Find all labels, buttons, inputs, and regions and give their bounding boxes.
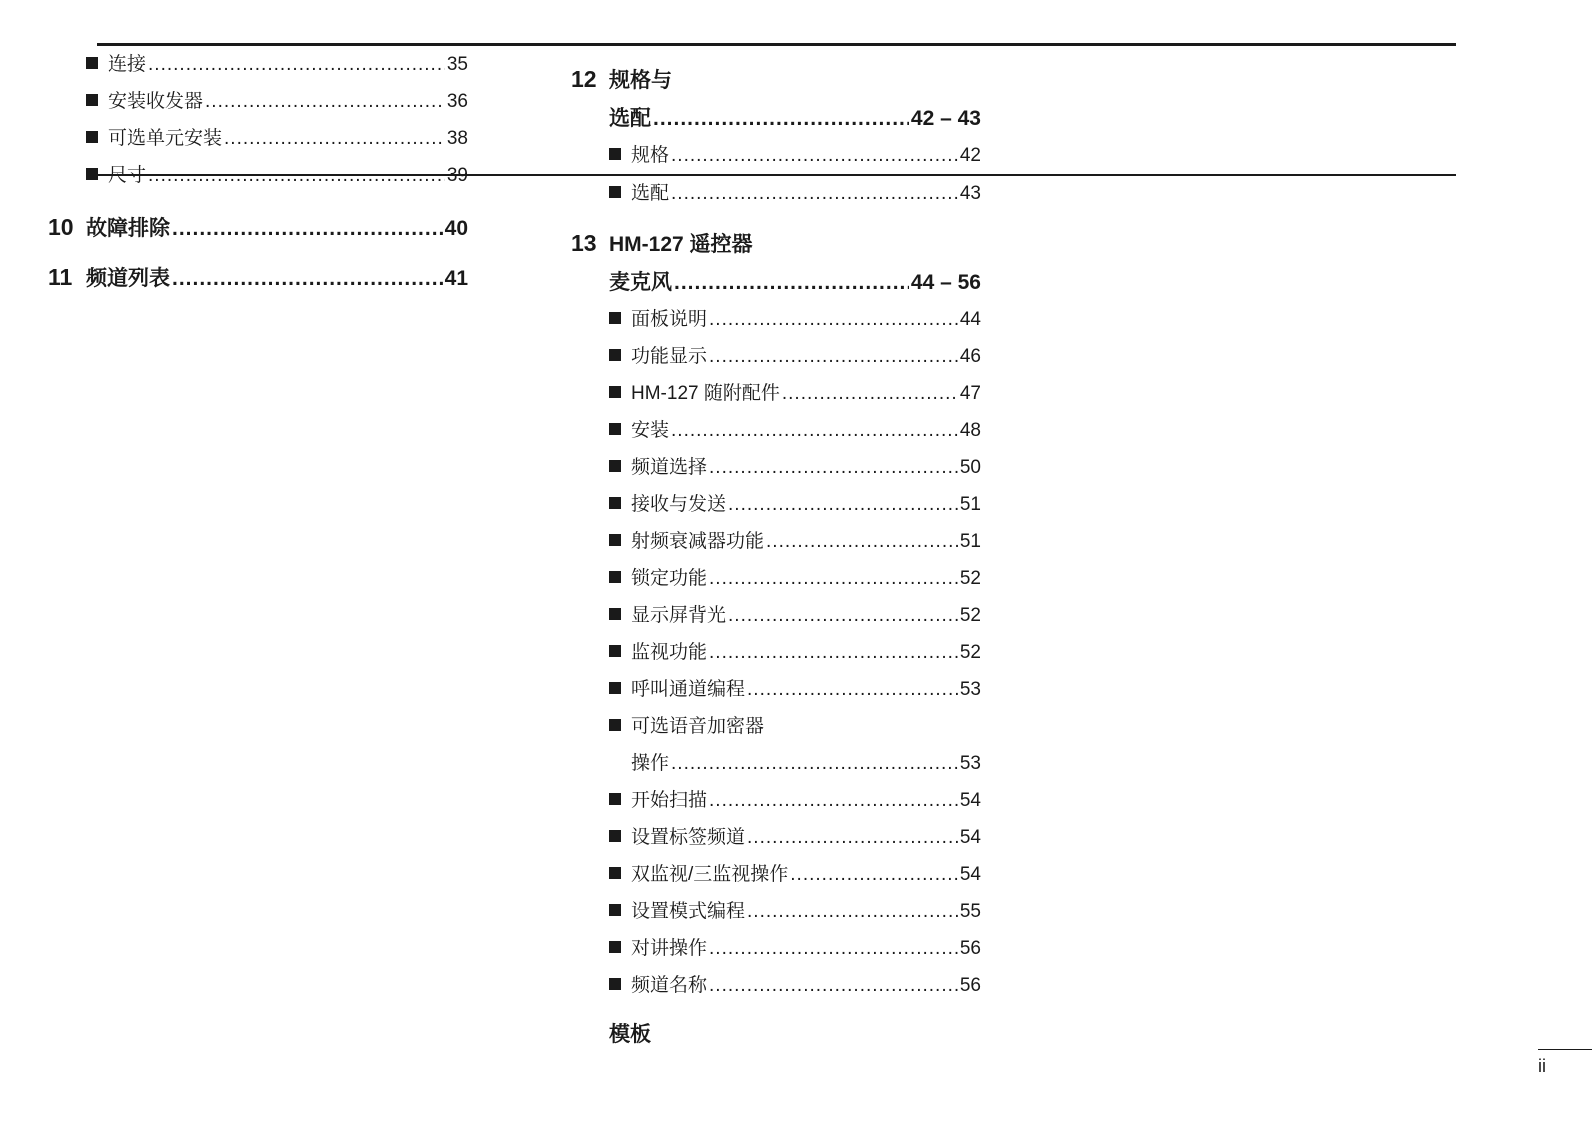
toc-entry[interactable] bbox=[609, 143, 981, 169]
dot-leader bbox=[671, 143, 958, 169]
toc-entry-title: 开始扫描 bbox=[631, 790, 708, 811]
dot-leader bbox=[224, 126, 445, 152]
toc-entry-page: 39 bbox=[446, 165, 468, 186]
toc-entry-page: 44 bbox=[959, 309, 981, 330]
bullet-icon bbox=[609, 186, 621, 198]
toc-entry[interactable] bbox=[609, 344, 981, 370]
dot-leader bbox=[747, 677, 958, 703]
template-title: 模板 bbox=[609, 1023, 651, 1046]
dot-leader bbox=[709, 307, 958, 333]
dot-leader bbox=[766, 529, 958, 555]
chapter-title: 麦克风 bbox=[609, 271, 672, 294]
toc-template-heading[interactable] bbox=[609, 1022, 651, 1048]
toc-entry[interactable] bbox=[86, 163, 468, 189]
dot-leader bbox=[747, 825, 958, 851]
chapter-page-range: 44 – 56 bbox=[910, 271, 981, 294]
bullet-icon bbox=[86, 168, 98, 180]
dot-leader bbox=[674, 270, 909, 296]
dot-leader bbox=[653, 106, 909, 132]
toc-entry[interactable] bbox=[609, 899, 981, 925]
bullet-icon bbox=[609, 830, 621, 842]
chapter-number: 10 bbox=[48, 214, 74, 240]
bullet-icon bbox=[609, 645, 621, 657]
toc-entry-title: 频道选择 bbox=[631, 457, 708, 478]
dot-leader bbox=[671, 181, 958, 207]
chapter-number: 13 bbox=[571, 230, 597, 256]
dot-leader bbox=[709, 640, 958, 666]
toc-entry-page: 52 bbox=[959, 605, 981, 626]
toc-entry[interactable] bbox=[609, 714, 981, 740]
toc-entry-title: 可选单元安装 bbox=[108, 128, 223, 149]
bullet-icon bbox=[609, 941, 621, 953]
dot-leader bbox=[205, 89, 445, 115]
toc-entry[interactable] bbox=[86, 89, 468, 115]
toc-entry[interactable] bbox=[609, 862, 981, 888]
dot-leader bbox=[728, 603, 958, 629]
toc-entry-title: 对讲操作 bbox=[631, 938, 708, 959]
chapter-number: 12 bbox=[571, 66, 597, 92]
bullet-icon bbox=[86, 94, 98, 106]
toc-entry-title: 频道名称 bbox=[631, 975, 708, 996]
dot-leader bbox=[728, 492, 958, 518]
chapter-page: 41 bbox=[444, 267, 468, 290]
chapter-title: 选配 bbox=[609, 107, 651, 130]
dot-leader bbox=[148, 52, 445, 78]
bullet-icon bbox=[609, 349, 621, 361]
toc-entry-title: HM-127 随附配件 bbox=[631, 383, 780, 404]
bullet-icon bbox=[609, 867, 621, 879]
toc-entry[interactable] bbox=[609, 751, 981, 777]
toc-entry-page: 55 bbox=[959, 901, 981, 922]
toc-entry-title: 监视功能 bbox=[631, 642, 708, 663]
chapter-title: 故障排除 bbox=[86, 217, 170, 240]
toc-entry-page: 53 bbox=[959, 753, 981, 774]
bullet-icon bbox=[86, 131, 98, 143]
toc-entry-page: 47 bbox=[959, 383, 981, 404]
toc-entry-page: 35 bbox=[446, 54, 468, 75]
dot-leader bbox=[671, 751, 958, 777]
toc-entry[interactable] bbox=[609, 181, 981, 207]
toc-entry[interactable] bbox=[609, 640, 981, 666]
toc-entry-page: 50 bbox=[959, 457, 981, 478]
toc-entry-page: 42 bbox=[959, 145, 981, 166]
toc-entry[interactable] bbox=[86, 52, 468, 78]
chapter-page-range: 42 – 43 bbox=[910, 107, 981, 130]
bullet-icon bbox=[609, 608, 621, 620]
dot-leader bbox=[747, 899, 958, 925]
chapter-title: 规格与 bbox=[609, 69, 672, 92]
bullet-icon bbox=[609, 386, 621, 398]
toc-entry[interactable] bbox=[609, 492, 981, 518]
toc-entry[interactable] bbox=[609, 529, 981, 555]
footer-rule bbox=[1538, 1049, 1592, 1050]
toc-entry-title: 操作 bbox=[631, 753, 670, 774]
toc-entry-title: 接收与发送 bbox=[631, 494, 727, 515]
toc-chapter-12[interactable] bbox=[609, 106, 981, 132]
chapter-title: HM-127 遥控器 bbox=[609, 233, 753, 256]
header-rule bbox=[97, 43, 1456, 46]
toc-entry-title: 可选语音加密器 bbox=[631, 716, 765, 737]
toc-entry-page: 38 bbox=[446, 128, 468, 149]
bullet-icon bbox=[609, 312, 621, 324]
bullet-icon bbox=[609, 148, 621, 160]
toc-entry-page: 36 bbox=[446, 91, 468, 112]
toc-entry-page: 56 bbox=[959, 975, 981, 996]
dot-leader bbox=[148, 163, 445, 189]
dot-leader bbox=[782, 381, 958, 407]
dot-leader bbox=[709, 973, 958, 999]
toc-chapter-10[interactable] bbox=[48, 214, 468, 240]
toc-entry-page: 46 bbox=[959, 346, 981, 367]
toc-entry[interactable] bbox=[609, 566, 981, 592]
toc-entry-title: 射频衰减器功能 bbox=[631, 531, 765, 552]
bullet-icon bbox=[86, 57, 98, 69]
page-number: ii bbox=[1538, 1056, 1546, 1076]
chapter-page: 40 bbox=[444, 217, 468, 240]
dot-leader bbox=[709, 788, 958, 814]
bullet-icon bbox=[609, 460, 621, 472]
toc-entry-title: 双监视/三监视操作 bbox=[631, 864, 789, 885]
toc-chapter-13[interactable] bbox=[609, 270, 981, 296]
toc-entry-page: 52 bbox=[959, 642, 981, 663]
toc-entry[interactable] bbox=[609, 418, 981, 444]
toc-entry-title: 设置模式编程 bbox=[631, 901, 746, 922]
toc-entry[interactable] bbox=[609, 381, 981, 407]
toc-entry[interactable] bbox=[609, 455, 981, 481]
toc-entry-title: 锁定功能 bbox=[631, 568, 708, 589]
toc-entry-title: 面板说明 bbox=[631, 309, 708, 330]
toc-chapter-11[interactable] bbox=[48, 264, 468, 290]
toc-entry-page: 43 bbox=[959, 183, 981, 204]
dot-leader bbox=[709, 566, 958, 592]
toc-entry-title: 尺寸 bbox=[108, 165, 147, 186]
toc-entry-title: 安装收发器 bbox=[108, 91, 204, 112]
bullet-icon bbox=[609, 793, 621, 805]
toc-entry-title: 呼叫通道编程 bbox=[631, 679, 746, 700]
bullet-icon bbox=[609, 978, 621, 990]
dot-leader bbox=[172, 216, 443, 242]
toc-entry-page: 54 bbox=[959, 864, 981, 885]
chapter-number: 11 bbox=[48, 264, 73, 290]
bullet-icon bbox=[609, 534, 621, 546]
toc-entry-title: 设置标签频道 bbox=[631, 827, 746, 848]
toc-entry-page: 51 bbox=[959, 494, 981, 515]
chapter-title: 频道列表 bbox=[86, 267, 170, 290]
dot-leader bbox=[709, 936, 958, 962]
toc-entry[interactable] bbox=[609, 307, 981, 333]
bullet-icon bbox=[609, 682, 621, 694]
bullet-icon bbox=[609, 423, 621, 435]
toc-chapter-12-heading[interactable] bbox=[571, 66, 672, 92]
toc-entry-title: 连接 bbox=[108, 54, 147, 75]
toc-entry[interactable] bbox=[609, 677, 981, 703]
toc-entry-title: 显示屏背光 bbox=[631, 605, 727, 626]
toc-entry-page: 48 bbox=[959, 420, 981, 441]
dot-leader bbox=[790, 862, 958, 888]
toc-entry-title: 安装 bbox=[631, 420, 670, 441]
bullet-icon bbox=[609, 719, 621, 731]
toc-entry-title: 功能显示 bbox=[631, 346, 708, 367]
dot-leader bbox=[709, 455, 958, 481]
dot-leader bbox=[709, 344, 958, 370]
toc-entry-page: 52 bbox=[959, 568, 981, 589]
toc-entry[interactable] bbox=[609, 973, 981, 999]
bullet-icon bbox=[609, 497, 621, 509]
toc-entry-title: 选配 bbox=[631, 183, 670, 204]
toc-entry-page: 54 bbox=[959, 827, 981, 848]
bullet-icon bbox=[609, 904, 621, 916]
toc-entry[interactable] bbox=[609, 603, 981, 629]
toc-entry-page: 51 bbox=[959, 531, 981, 552]
toc-chapter-13-heading[interactable] bbox=[571, 230, 753, 256]
toc-entry[interactable] bbox=[609, 788, 981, 814]
bullet-icon bbox=[609, 571, 621, 583]
toc-entry[interactable] bbox=[609, 825, 981, 851]
toc-entry-title: 规格 bbox=[631, 145, 670, 166]
toc-entry-page: 53 bbox=[959, 679, 981, 700]
dot-leader bbox=[172, 266, 443, 292]
toc-entry[interactable] bbox=[609, 936, 981, 962]
toc-entry-page: 54 bbox=[959, 790, 981, 811]
toc-entry-page: 56 bbox=[959, 938, 981, 959]
toc-entry[interactable] bbox=[86, 126, 468, 152]
dot-leader bbox=[671, 418, 958, 444]
